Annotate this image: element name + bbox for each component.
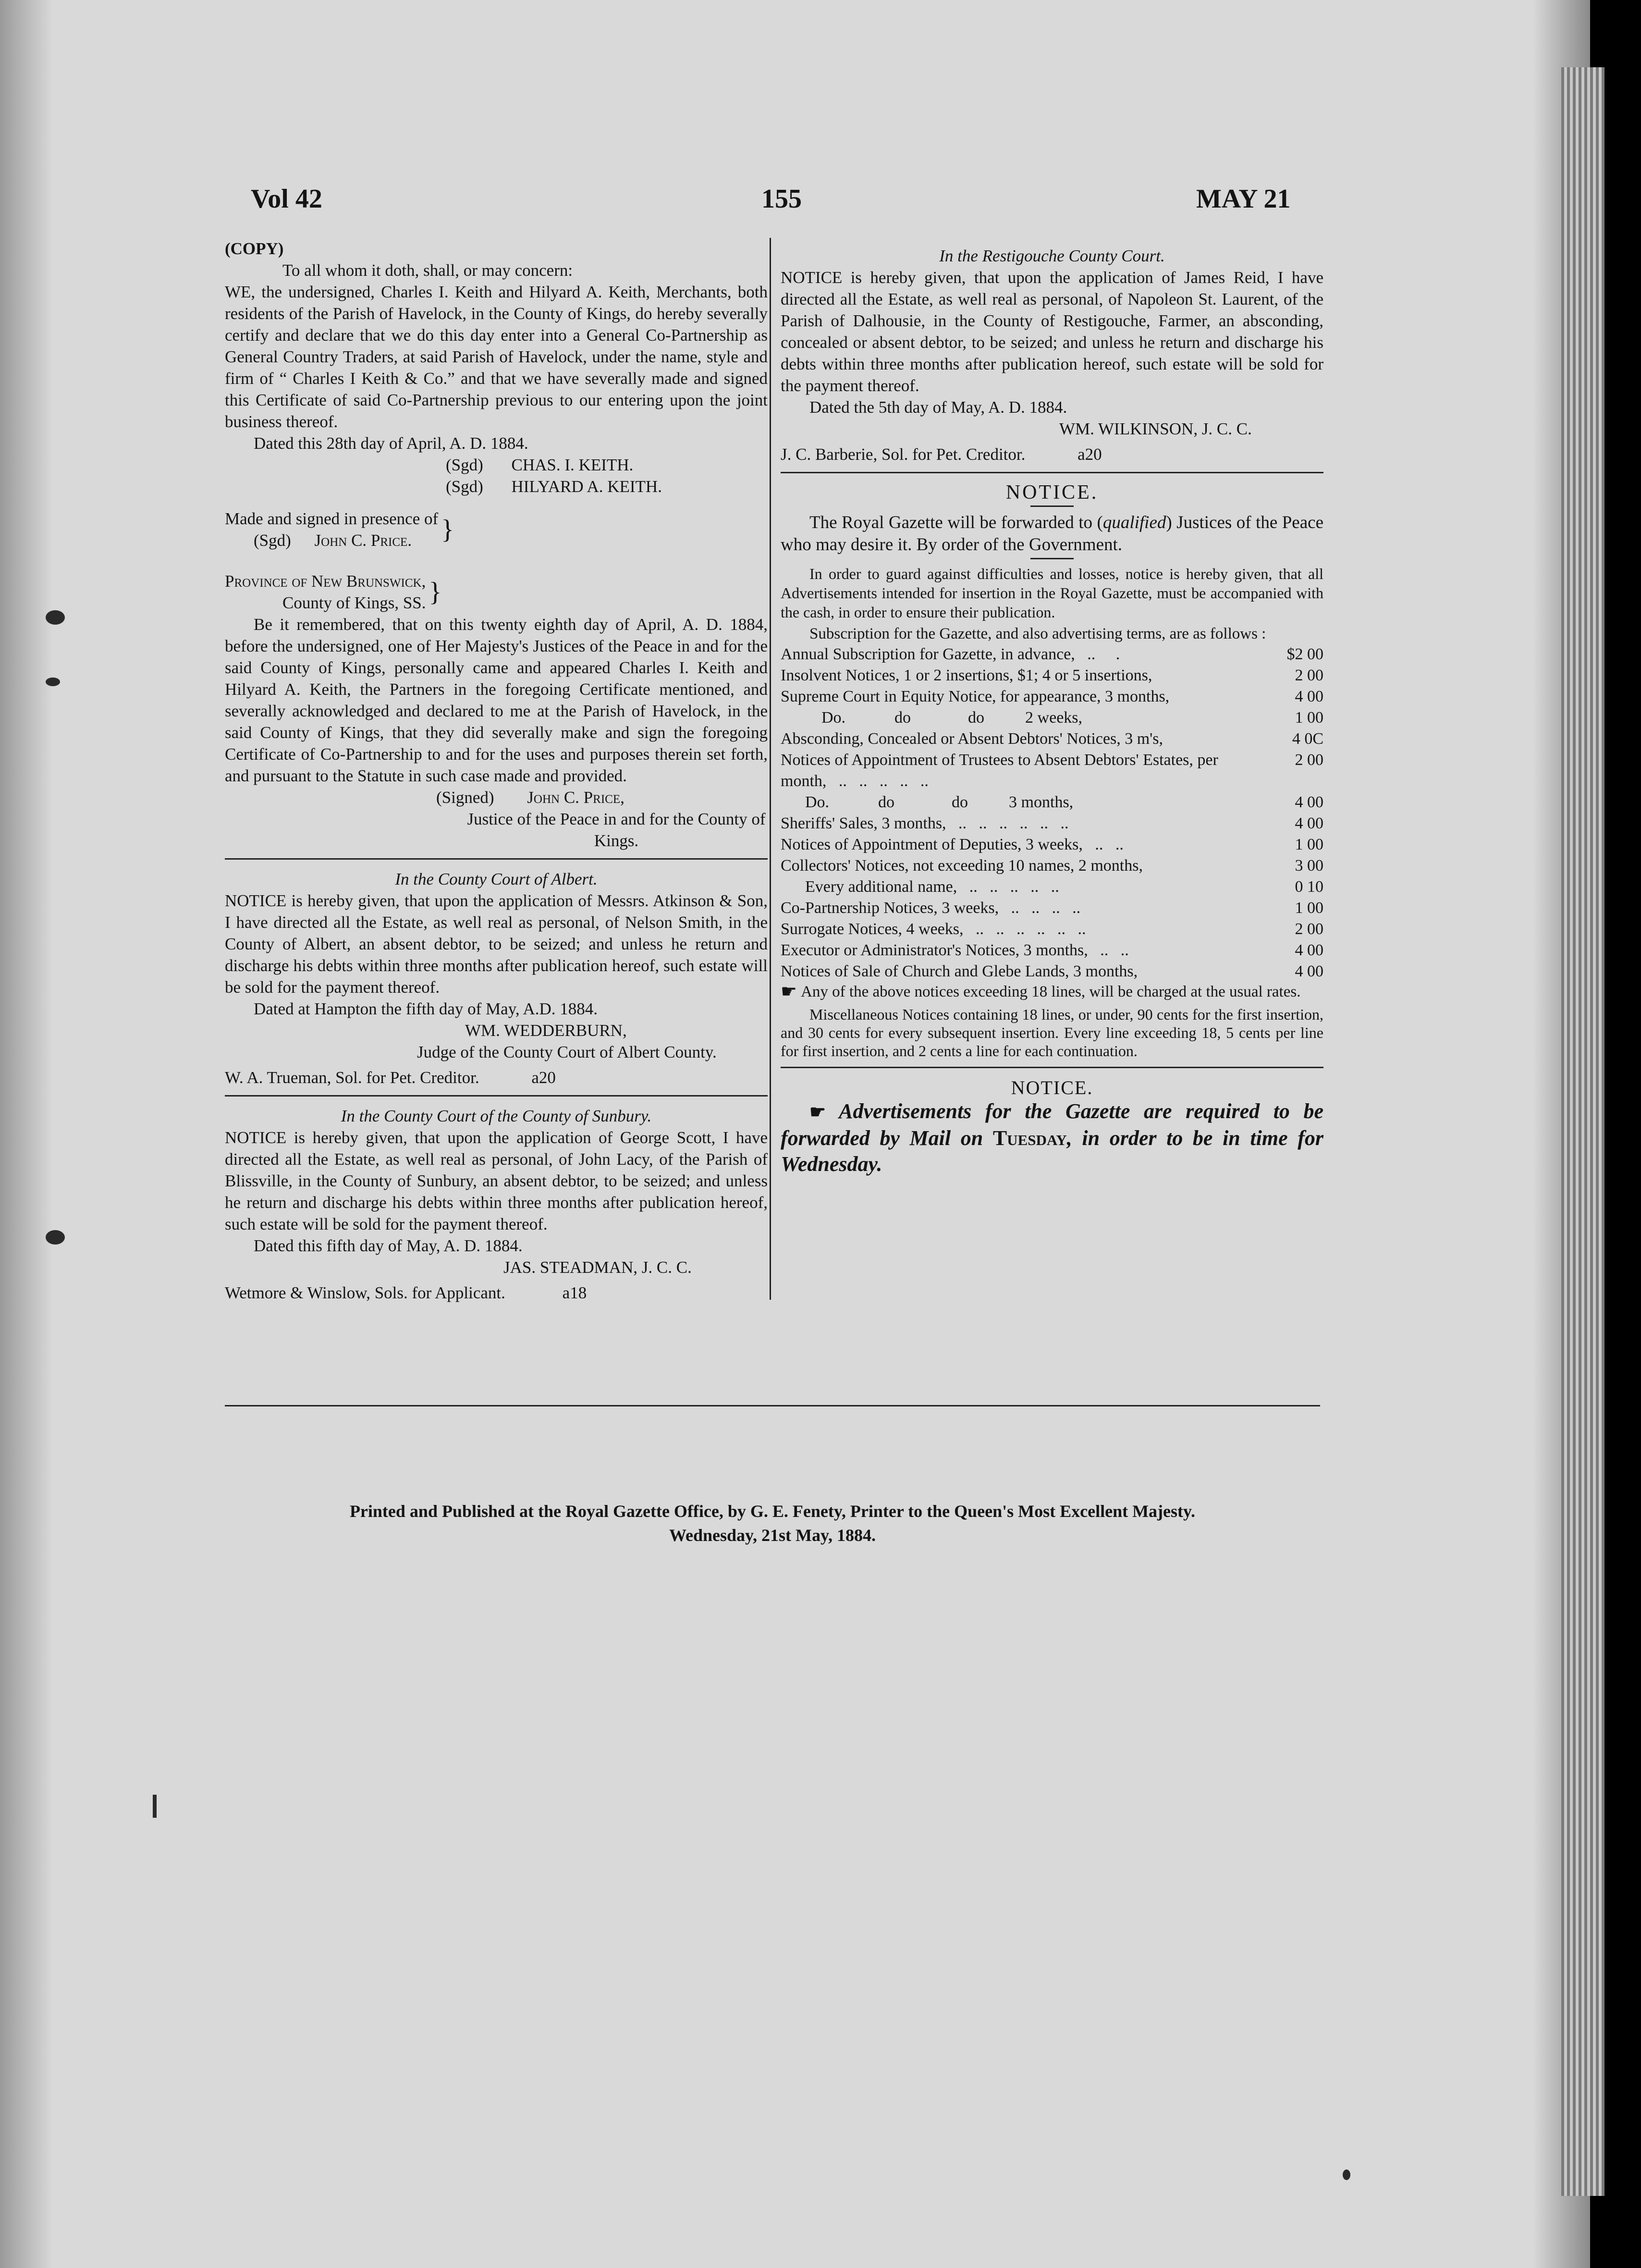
- partnership-text: WE, the undersigned, Charles I. Keith and Hilyard A. Keith, Merchants, both residents of the Parish of Havelock, in the County of Kings, do hereby severally certify and declare that we do this day enter into a General Co-Partnership as General Country Traders, at said Parish of Havelock, under the name, style and firm of “ Charles I Keith & Co.” and that we have severally made and signed this Certificate of said Co-Partnership previous to our entering upon the joint business thereof.: [225, 283, 768, 431]
- rate-amount: 2 00: [1295, 751, 1323, 769]
- rate-amount: 1 00: [1295, 836, 1323, 853]
- rate-amount: 4 0C: [1292, 730, 1323, 748]
- notice-mail-section: [781, 1077, 1323, 1177]
- volume-number: Vol 42: [251, 184, 322, 214]
- notice-royal-part-2: ) Justices of the Peace who may desire it. By order of the Government.: [781, 513, 1323, 555]
- binding-hole-mark: [46, 678, 60, 686]
- signatory-name: CHAS. I. KEITH.: [511, 456, 634, 474]
- notice-royal: [781, 512, 1323, 556]
- notice-heading: NOTICE.: [1005, 481, 1099, 504]
- rate-amount: 0 10: [1295, 878, 1323, 896]
- made-signed-line: Made and signed in presence of: [225, 509, 439, 528]
- rate-row: [781, 834, 1323, 855]
- column-divider: [770, 238, 771, 1300]
- misc-notices: Miscellaneous Notices containing 18 lines, or under, 90 cents for the first insertion, and 30 cents for every subsequent insertion. Every line exceeding 18, 5 cents per line for first insertion, and 2 cents a line for each continuation.: [781, 1006, 1323, 1060]
- albert-solicitor: W. A. Trueman, Sol. for Pet. Creditor.: [225, 1068, 479, 1087]
- acknowledgement: [225, 570, 768, 851]
- rate-label: Notices of Appointment of Trustees to Absent Debtors' Estates, per month, .. .. .. .. ..: [781, 751, 1223, 790]
- rate-amount: 4 00: [1295, 793, 1323, 811]
- partnership-dated: Dated this 28th day of April, A. D. 1884.: [254, 434, 528, 453]
- signatory-name: HILYARD A. KEITH.: [511, 477, 662, 496]
- restigouche-heading: In the Restigouche County Court.: [939, 247, 1165, 265]
- rate-amount: 4 00: [1295, 941, 1323, 959]
- rate-amount: 1 00: [1295, 899, 1323, 917]
- rate-amount: 1 00: [1295, 709, 1323, 727]
- albert-judge: WM. WEDDERBURN,: [465, 1021, 627, 1040]
- section-rule: [781, 1067, 1323, 1068]
- rate-row: [781, 961, 1323, 982]
- rate-amount: 4 00: [1295, 962, 1323, 980]
- notice-royal-part-1: The Royal Gazette will be forwarded to (: [809, 513, 1103, 532]
- restigouche-code: a20: [1078, 445, 1102, 464]
- sgd-label: (Sgd): [254, 531, 291, 550]
- partnership-certificate: [225, 238, 768, 551]
- rate-row: [781, 792, 1323, 813]
- stray-mark: [153, 1795, 157, 1818]
- province-block: [225, 570, 768, 614]
- sunbury-text: NOTICE is hereby given, that upon the application of George Scott, I have directed all the Estate, as well real as personal, of John Lacy, of the Parish of Blissville, in the County of Sunbury, an absent debtor, to be seized; and unless he return and discharge his debts within three months after publication hereof, such estate will be sold for the payment thereof.: [225, 1128, 768, 1233]
- imprint-line-1: Printed and Published at the Royal Gazette Office, by G. E. Fenety, Printer to the Queen's Most Excellent Majesty.: [349, 1502, 1196, 1521]
- brace-glyph: }: [441, 515, 454, 544]
- restigouche-notice: [781, 245, 1323, 465]
- right-column: [781, 245, 1323, 1177]
- albert-heading: In the County Court of Albert.: [395, 870, 598, 888]
- rate-row: [781, 876, 1323, 898]
- albert-judge-title: Judge of the County Court of Albert County.: [417, 1043, 717, 1061]
- rate-label: Supreme Court in Equity Notice, for appearance, 3 months,: [781, 688, 1170, 705]
- section-rule: [225, 1095, 768, 1097]
- rate-row: [781, 919, 1323, 940]
- pointing-hand-icon: ☛: [781, 982, 797, 1002]
- sunbury-notice: [225, 1105, 768, 1304]
- sunbury-heading: In the County Court of the County of Sunbury.: [341, 1107, 652, 1125]
- rate-label: Every additional name, .. .. .. .. ..: [781, 878, 1059, 896]
- page-edges: [1561, 67, 1604, 2196]
- rate-label: Collectors' Notices, not exceeding 10 names, 2 months,: [781, 857, 1143, 875]
- section-rule: [781, 472, 1323, 473]
- sunbury-dated: Dated this fifth day of May, A. D. 1884.: [254, 1236, 523, 1255]
- albert-dated: Dated at Hampton the fifth day of May, A.D. 1884.: [254, 999, 598, 1018]
- rate-row: [781, 644, 1323, 665]
- sunbury-solicitor-line: [225, 1282, 768, 1304]
- binding-hole-mark: [46, 1230, 65, 1245]
- albert-solicitor-line: [225, 1067, 768, 1088]
- notice-mail-part-2: , in order to be in time for Wednesday.: [781, 1126, 1323, 1176]
- rate-label: Annual Subscription for Gazette, in advance, .. .: [781, 645, 1120, 663]
- short-rule: [1030, 558, 1074, 559]
- rate-label: Sheriffs' Sales, 3 months, .. .. .. .. .. ..: [781, 814, 1069, 832]
- restigouche-solicitor-line: [781, 444, 1323, 465]
- rates-table: [781, 644, 1323, 982]
- rate-amount: 4 00: [1295, 814, 1323, 832]
- notice-guard: In order to guard against difficulties and losses, notice is hereby given, that all Advertisements intended for insertion in the Royal Gazette, must be accompanied with the cash, in order to ensure their publication.: [781, 565, 1323, 621]
- subscription-intro: Subscription for the Gazette, and also advertising terms, are as follows :: [809, 625, 1266, 642]
- signature-2: [225, 476, 768, 497]
- notice-mail-heading: NOTICE.: [1011, 1077, 1093, 1098]
- issue-date: MAY 21: [1196, 184, 1291, 214]
- sgd-label: (Sgd): [446, 456, 483, 474]
- rate-label: Executor or Administrator's Notices, 3 months, .. ..: [781, 941, 1129, 959]
- rate-row: [781, 898, 1323, 919]
- rate-row: [781, 728, 1323, 750]
- county-line: County of Kings, SS.: [282, 593, 426, 612]
- restigouche-solicitor: J. C. Barberie, Sol. for Pet. Creditor.: [781, 445, 1026, 464]
- section-rule: [225, 858, 768, 860]
- rate-label: Insolvent Notices, 1 or 2 insertions, $1; 4 or 5 insertions,: [781, 666, 1152, 684]
- rate-amount: $2 00: [1286, 645, 1323, 663]
- rate-row: [781, 707, 1323, 728]
- sunbury-solicitor: Wetmore & Winslow, Sols. for Applicant.: [225, 1283, 505, 1302]
- printer-imprint: [225, 1499, 1320, 1547]
- rate-label: Co-Partnership Notices, 3 weeks, .. .. .. ..: [781, 899, 1081, 917]
- rate-row: [781, 855, 1323, 876]
- page-bottom-rule: [225, 1405, 1320, 1406]
- notice-mail-tuesday: Tuesday: [992, 1126, 1067, 1150]
- justice-title: Justice of the Peace in and for the County of Kings.: [467, 810, 766, 850]
- rate-amount: 3 00: [1295, 857, 1323, 875]
- notice-section: [781, 482, 1323, 1060]
- albert-code: a20: [531, 1068, 556, 1087]
- page-shadow-left: [0, 0, 53, 2268]
- witness-block: [225, 508, 768, 551]
- stray-mark: [1343, 2169, 1350, 2180]
- binding-hole-mark: [46, 610, 65, 625]
- justice-signature: [225, 787, 768, 808]
- address-line: To all whom it doth, shall, or may concern:: [282, 261, 573, 280]
- albert-text: NOTICE is hereby given, that upon the application of Messrs. Atkinson & Son, I have directed all the Estate, as well real as personal, of Nelson Smith, in the County of Albert, an absent debtor, to be seized; and unless he return and discharge his debts within three months after publication hereof, such estate will be sold for the payment thereof.: [225, 891, 768, 997]
- short-rule: [1030, 505, 1074, 507]
- notice-royal-italic: qualified: [1102, 513, 1166, 532]
- sunbury-code: a18: [562, 1283, 587, 1302]
- province-line: Province of New Brunswick,: [225, 572, 426, 591]
- rate-label: Absconding, Concealed or Absent Debtors' Notices, 3 m's,: [781, 730, 1163, 748]
- rate-row: [781, 665, 1323, 686]
- imprint-line-2: Wednesday, 21st May, 1884.: [669, 1526, 876, 1545]
- justice-name: John C. Price,: [527, 788, 625, 807]
- rate-label: Do. do do 3 months,: [781, 793, 1074, 811]
- acknowledgement-text: Be it remembered, that on this twenty eighth day of April, A. D. 1884, before the undersigned, one of Her Majesty's Justices of the Peace in and for the said County of Kings, personally came and appeared Charles I. Keith and Hilyard A. Keith, the Partners in the foregoing Certificate mentioned, and severally acknowledged and declared to me at the Parish of Havelock, in the said County of Kings, that they did severally make and sign the foregoing Certificate of Co-Partnership to and for the uses and purposes therein set forth, and pursuant to the Statute in such case made and provided.: [225, 615, 768, 785]
- exceeding-note-row: [781, 982, 1323, 1001]
- rate-row: [781, 940, 1323, 961]
- brace-glyph: }: [429, 577, 442, 607]
- rate-label: Notices of Sale of Church and Glebe Lands, 3 months,: [781, 962, 1138, 980]
- rate-amount: 4 00: [1295, 688, 1323, 705]
- copy-label: (COPY): [225, 239, 284, 258]
- rate-amount: 2 00: [1295, 666, 1323, 684]
- restigouche-judge: WM. WILKINSON, J. C. C.: [1059, 419, 1252, 438]
- sunbury-judge: JAS. STEADMAN, J. C. C.: [503, 1258, 692, 1277]
- notice-mail-part-1: Advertisements for the Gazette are required to be forwarded by Mail on: [781, 1099, 1323, 1150]
- rate-row: [781, 686, 1323, 707]
- rate-row: [781, 813, 1323, 834]
- sgd-label: (Sgd): [446, 477, 483, 496]
- signature-1: [225, 454, 768, 476]
- rate-row: [781, 750, 1323, 792]
- witness-name: John C. Price.: [314, 531, 412, 550]
- rate-label: Do. do do 2 weeks,: [781, 709, 1083, 727]
- exceeding-note: Any of the above notices exceeding 18 lines, will be charged at the usual rates.: [801, 983, 1301, 1000]
- albert-notice: [225, 868, 768, 1088]
- pointing-hand-icon: ☛: [809, 1102, 839, 1122]
- signed-label: (Signed): [436, 788, 494, 807]
- rate-label: Notices of Appointment of Deputies, 3 weeks, .. ..: [781, 836, 1124, 853]
- rate-amount: 2 00: [1295, 920, 1323, 938]
- rate-label: Surrogate Notices, 4 weeks, .. .. .. .. .. ..: [781, 920, 1086, 938]
- notice-mail-text: [781, 1098, 1323, 1177]
- restigouche-text: NOTICE is hereby given, that upon the application of James Reid, I have directed all the Estate, as well real as personal, of Napoleon St. Laurent, of the Parish of Dalhousie, in the County of Restigouche, Farmer, an absconding, concealed or absent debtor, to be seized; and unless he return and discharge his debts within three months after publication hereof, such estate will be sold for the payment thereof.: [781, 268, 1323, 395]
- left-column: [225, 238, 768, 1304]
- page-number: 155: [761, 184, 802, 214]
- restigouche-dated: Dated the 5th day of May, A. D. 1884.: [809, 398, 1067, 417]
